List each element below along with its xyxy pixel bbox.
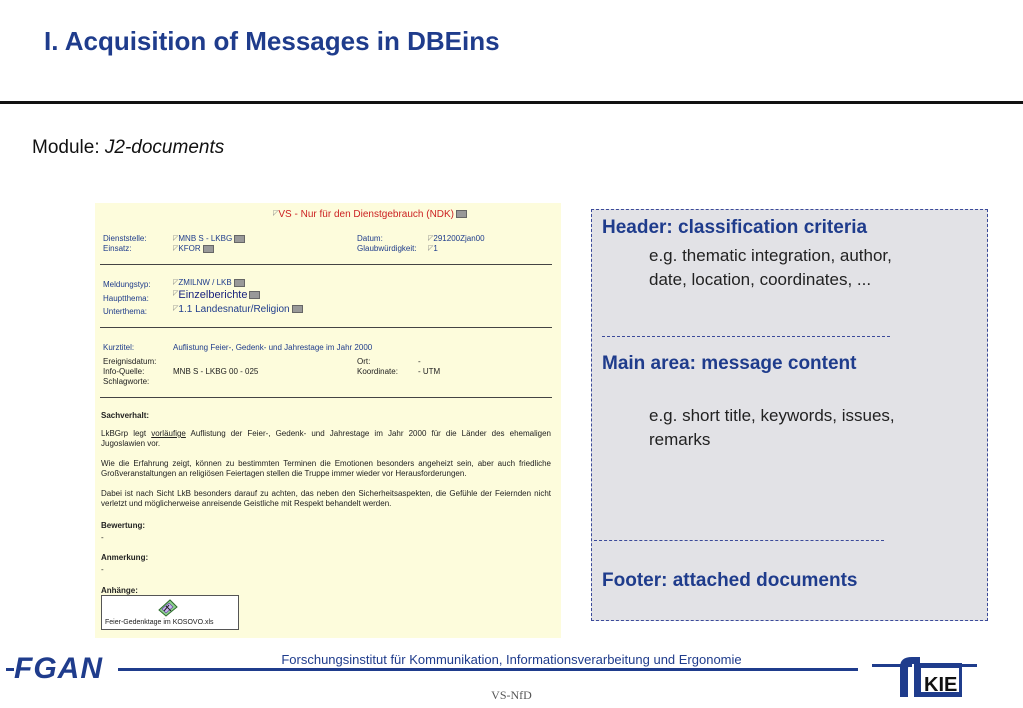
dropdown-icon[interactable] — [249, 291, 260, 299]
glaubwuerdigkeit-label: Glaubwürdigkeit: — [357, 244, 417, 253]
einsatz-field[interactable]: ◸KFOR — [173, 244, 214, 253]
infoquelle-value: MNB S - LKBG 00 - 025 — [173, 367, 259, 376]
sachverhalt-label: Sachverhalt: — [101, 411, 150, 420]
unterthema-label: Unterthema: — [103, 307, 148, 316]
dienststelle-field[interactable]: ◸MNB S - LKBG — [173, 234, 245, 243]
vorlaeufige-link[interactable]: vorläufige — [151, 429, 186, 438]
dropdown-icon[interactable] — [234, 279, 245, 287]
message-form — [95, 203, 561, 638]
logo-dash — [6, 668, 14, 671]
dropdown-icon[interactable] — [203, 245, 214, 253]
koordinate-value: - UTM — [418, 367, 441, 376]
datum-label: Datum: — [357, 234, 383, 243]
dropdown-icon[interactable] — [234, 235, 245, 243]
koordinate-label: Koordinate: — [357, 367, 398, 376]
form-divider — [100, 327, 552, 328]
schlagworte-label: Schlagworte: — [103, 377, 150, 386]
classification-mark: VS-NfD — [491, 688, 532, 702]
footer-line — [118, 668, 858, 671]
header-section-desc-1: e.g. thematic integration, author, — [649, 246, 892, 265]
form-classification: ◸VS - Nur für den Dienstgebrauch (NDK) — [273, 209, 467, 220]
section-divider — [602, 336, 890, 337]
anhaenge-label: Anhänge: — [101, 586, 138, 595]
sachverhalt-paragraph-3: Dabei ist nach Sicht LkB besonders darauf zu achten, das neben den Sicherheitsaspekten, die Gefühle der Feiernden nicht verletzt und möglicherweise anreisende Geistliche mit Respekt behandelt werden. — [101, 489, 551, 508]
footer-section-title: Footer: attached documents — [602, 570, 858, 591]
dienststelle-label: Dienststelle: — [103, 234, 147, 243]
meldungstyp-field[interactable]: ◸ZMILNW / LKB — [173, 278, 245, 287]
form-divider — [100, 264, 552, 265]
unterthema-field[interactable]: ◸1.1 Landesnatur/Religion — [173, 304, 303, 315]
module-line — [32, 137, 224, 159]
infoquelle-label: Info-Quelle: — [103, 367, 145, 376]
module-value: J2-documents — [104, 137, 225, 158]
main-section-title: Main area: message content — [602, 353, 857, 374]
meldungstyp-label: Meldungstyp: — [103, 280, 151, 289]
kurztitel-value: Auflistung Feier-, Gedenk- und Jahrestage im Jahr 2000 — [173, 343, 373, 352]
dropdown-icon[interactable] — [456, 210, 467, 218]
main-section-desc-1: e.g. short title, keywords, issues, — [649, 406, 895, 425]
ort-label: Ort: — [357, 357, 371, 366]
title-divider — [0, 101, 1023, 104]
attachment-filename: Feier-Gedenktage im KOSOVO.xls — [105, 619, 214, 626]
form-divider — [100, 397, 552, 398]
anmerkung-label: Anmerkung: — [101, 553, 149, 562]
kurztitel-label: Kurztitel: — [103, 343, 135, 352]
sachverhalt-paragraph-1: LkBGrp legt vorläufige Auflistung der Feier-, Gedenk- und Jahrestage im Jahr 2000 für die Länder des ehemaligen Jugoslawien vor. — [101, 429, 551, 448]
main-section-desc-2: remarks — [649, 430, 711, 449]
datum-field[interactable]: ◸291200Zjan00 — [428, 234, 485, 243]
header-section-desc-2: date, location, coordinates, ... — [649, 270, 872, 289]
einsatz-label: Einsatz: — [103, 244, 132, 253]
section-divider — [594, 540, 884, 541]
hauptthema-label: Hauptthema: — [103, 294, 149, 303]
slide-title: I. Acquisition of Messages in DBEins — [44, 26, 500, 56]
bewertung-label: Bewertung: — [101, 521, 145, 530]
kie-logo-text: KIE — [924, 674, 958, 696]
module-label: Module: — [32, 137, 100, 158]
sachverhalt-paragraph-2: Wie die Erfahrung zeigt, können zu bestimmten Terminen die Emotionen besonders angeheizt sein, aber auch friedliche Großveranstaltungen an religiösen Feiertagen stellen die Truppe immer wieder vor Herausforderungen. — [101, 459, 551, 478]
ort-value: - — [418, 357, 421, 366]
ereignisdatum-label: Ereignisdatum: — [103, 357, 157, 366]
hauptthema-field[interactable]: ◸Einzelberichte — [173, 289, 260, 301]
explanation-panel — [591, 209, 988, 621]
attachment-item[interactable] — [101, 595, 239, 630]
anmerkung-value: - — [101, 565, 104, 574]
institute-name: Forschungsinstitut für Kommunikation, Informationsverarbeitung und Ergonomie — [281, 652, 742, 667]
bewertung-value: - — [101, 533, 104, 542]
fgan-logo: FGAN — [14, 652, 103, 685]
glaubwuerdigkeit-field[interactable]: ◸1 — [428, 244, 438, 253]
header-section-title: Header: classification criteria — [602, 217, 868, 238]
excel-file-icon — [156, 597, 180, 617]
dropdown-icon[interactable] — [292, 305, 303, 313]
